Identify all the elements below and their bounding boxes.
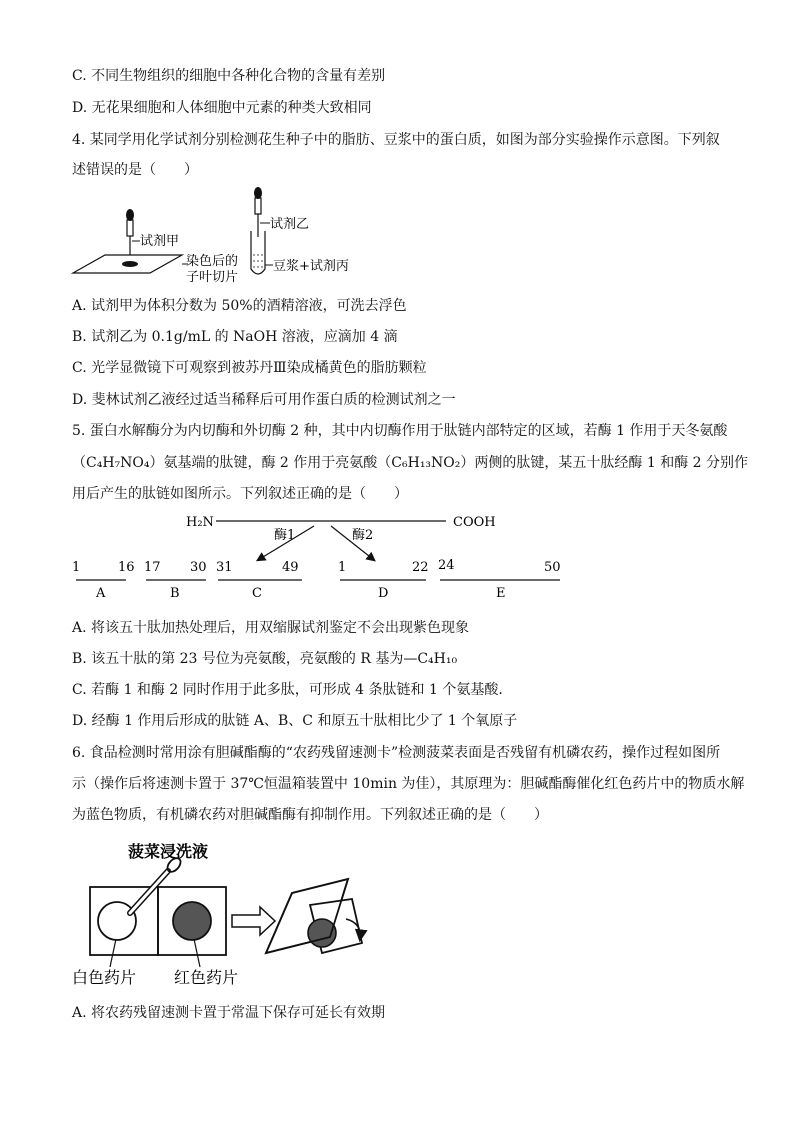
reagent-b-label: 试剂乙 <box>270 217 310 232</box>
q4-option-c: C. 光学显微镜下可观察到被苏丹Ⅲ染成橘黄色的脂肪颗粒 <box>72 360 427 376</box>
q5-stem-line2: （C₄H₇NO₄）氨基端的肽键，酶 2 作用于亮氨酸（C₆H₁₃NO₂）两侧的肽键，某五十肽经酶 1 和酶 2 分别作 <box>72 455 749 471</box>
enzyme2-label: 酶2 <box>352 528 374 543</box>
q5-option-b: B. 该五十肽的第 23 号位为亮氨酸，亮氨酸的 R 基为—C₄H₁₀ <box>72 651 458 667</box>
c-terminus-label: COOH <box>453 515 496 530</box>
segment-c-label: C <box>252 586 262 601</box>
q4-option-a: A. 试剂甲为体积分数为 50%的酒精溶液，可洗去浮色 <box>72 298 407 314</box>
q6-figure <box>70 835 400 995</box>
q3-option-c: C. 不同生物组织的细胞中各种化合物的含量有差别 <box>72 68 386 84</box>
slice-label-line2: 子叶切片 <box>186 270 239 285</box>
slice-spot <box>122 261 138 267</box>
q6-stem-line2: 示（操作后将速测卡置于 37℃恒温箱装置中 10min 为佳），其原理为：胆碱酯酶催化红色药片中的物质水解 <box>72 776 745 792</box>
white-tablet <box>98 902 136 940</box>
white-tablet-label: 白色药片 <box>72 968 137 987</box>
test-tube-icon <box>251 231 265 274</box>
dropper-icon <box>126 209 134 255</box>
q6-option-a: A. 将农药残留速测卡置于常温下保存可延长有效期 <box>72 1005 386 1021</box>
segment-a-start: 1 <box>72 560 81 575</box>
q4-option-b: B. 试剂乙为 0.1g/mL 的 NaOH 溶液，应滴加 4 滴 <box>72 329 398 345</box>
segment-c-start: 31 <box>216 560 233 575</box>
n-terminus-label: H₂N <box>186 515 214 530</box>
q5-stem-line3: 用后产生的肽链如图所示。下列叙述正确的是（ ） <box>72 486 408 502</box>
segment-c-end: 49 <box>282 560 299 575</box>
segment-e-end: 50 <box>544 560 561 575</box>
red-tablet-label: 红色药片 <box>174 968 239 987</box>
figure-title: 菠菜浸洗液 <box>128 842 209 861</box>
q6-stem-line1: 6. 食品检测时常用涂有胆碱酯酶的“农药残留速测卡”检测菠菜表面是否残留有机磷农药，操作过程如图所 <box>72 745 721 761</box>
segment-b-label-visible: B <box>170 586 180 601</box>
q4-stem-line2: 述错误的是（ ） <box>72 162 198 178</box>
segment-e-label: E <box>496 586 506 601</box>
segment-d-label: D <box>378 586 389 601</box>
q5-option-a: A. 将该五十肽加热处理后，用双缩脲试剂鉴定不会出现紫色现象 <box>72 620 470 636</box>
q4-option-d: D. 斐林试剂乙液经过适当稀释后可用作蛋白质的检测试剂之一 <box>72 392 456 408</box>
segment-b-start: 17 <box>144 560 161 575</box>
q6-stem-line3: 为蓝色物质，有机磷农药对胆碱酯酶有抑制作用。下列叙述正确的是（ ） <box>72 807 548 823</box>
q4-stem-line1: 4. 某同学用化学试剂分别检测花生种子中的脂肪、豆浆中的蛋白质，如图为部分实验操作示意图。下列叙 <box>72 132 720 148</box>
segment-a-end: 16 <box>118 560 135 575</box>
segment-b-end: 30 <box>190 560 207 575</box>
q3-option-d: D. 无花果细胞和人体细胞中元素的种类大致相同 <box>72 100 372 116</box>
reagent-a-label: 试剂甲 <box>140 234 180 249</box>
enzyme1-label: 酶1 <box>274 528 296 543</box>
segment-d-end: 22 <box>412 560 429 575</box>
q5-figure <box>66 508 576 606</box>
segment-d-start: 1 <box>338 560 347 575</box>
slice-label-line1: 染色后的 <box>186 254 239 269</box>
tube-label: 豆浆+试剂丙 <box>273 259 349 274</box>
dropper-icon <box>130 856 183 913</box>
segment-e-start: 24 <box>438 558 455 573</box>
q5-stem-line1: 5. 蛋白水解酶分为内切酶和外切酶 2 种，其中内切酶作用于肽链内部特定的区域，若酶 1 作用于天冬氨酸 <box>72 423 728 439</box>
red-tablet <box>173 902 211 940</box>
q5-option-d: D. 经酶 1 作用后形成的肽链 A、B、C 和原五十肽相比少了 1 个氧原子 <box>72 713 518 729</box>
q5-option-c: C. 若酶 1 和酶 2 同时作用于此多肽，可形成 4 条肽链和 1 个氨基酸. <box>72 682 503 698</box>
dropper-icon <box>254 187 262 237</box>
q4-figure <box>70 185 370 285</box>
arrow-right-icon <box>232 907 275 935</box>
segment-a-label: A <box>96 586 106 601</box>
